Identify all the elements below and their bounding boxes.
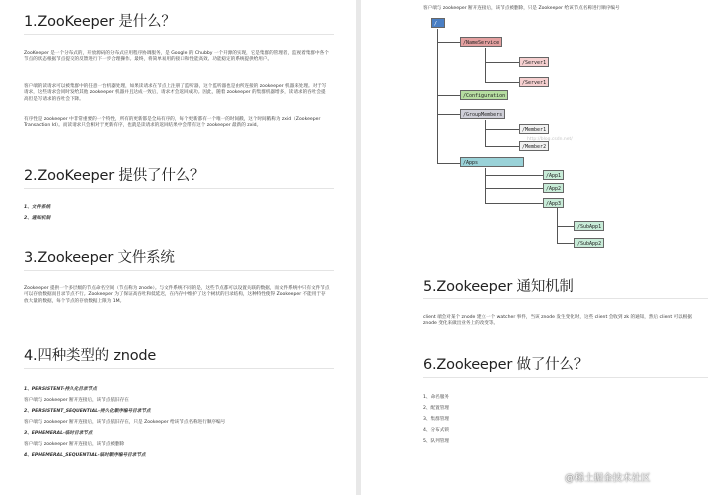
list-item: 4、分布式锁 — [423, 428, 449, 433]
intro-line: 客户端与 zookeeper 断开连接后，该节点被删除，只是 Zookeeper 给该节点名称进行顺序编号 — [423, 6, 620, 11]
tree-node-app3: /App3 — [543, 198, 564, 208]
divider — [24, 34, 334, 35]
diagram-watermark: http://blog.csdn.net/ — [527, 137, 573, 142]
list-item: 1、文件系统 — [24, 205, 51, 210]
znode-desc: 客户端与 zookeeper 断开连接后，该节点依旧存在 — [24, 398, 129, 403]
znode-type: 2、PERSISTENT_SEQUENTIAL-持久化顺序编号目录节点 — [24, 409, 151, 414]
section-2-title: 2.ZooKeeper 提供了什么？ — [24, 168, 205, 184]
section-5-para: client 端会对某个 znode 建立一个 watcher 事件，当该 znode 发生变化时，这些 client 会收到 zk 的通知，然后 client 可以根据 znode 变化来做出业务上的改变等。 — [423, 315, 692, 327]
section-1-para-1: ZooKeeper 是一个分布式的，开放源码的分布式应用程序协调服务，是 Google 的 Chubby 一个开源的实现，它是集群的管理者，监视着集群中各个节点的状态根据节点提交的反馈进行下一步合理操作。最终，将简单易用的接口和性能高效、功能稳定的系统提供给用户。 — [24, 51, 329, 63]
znode-type: 3、EPHEMERAL-临时目录节点 — [24, 431, 93, 436]
left-page — [0, 0, 356, 495]
section-1-title: 1.ZooKeeper 是什么？ — [24, 14, 176, 30]
tree-node-subapp2: /SubApp2 — [574, 238, 604, 248]
tree-node-server2: /Server1 — [519, 77, 549, 87]
divider — [24, 270, 334, 271]
section-4-title: 4.四种类型的 znode — [24, 348, 157, 364]
section-3-para: Zookeeper 提供一个多层级的节点命名空间（节点称为 znode）。与文件系统不同的是，这些节点都可以设置关联的数据，而文件系统中只有文件节点可以存放数据而目录节点不行。Zookeeper 为了保证高吞吐和低延迟，在内存中维护了这个树状的目录结构，这种特性使得 Zookeeper 不能用于存放大量的数据，每个节点的存放数据上限为 1M。 — [24, 286, 330, 304]
list-item: 5、队列管理 — [423, 439, 449, 444]
divider — [423, 377, 708, 378]
tree-node-member1: /Member1 — [519, 124, 549, 134]
section-6-title: 6.Zookeeper 做了什么？ — [423, 357, 589, 373]
tree-node-configuration: /Configuration — [460, 90, 508, 100]
tree-node-apps: /Apps — [460, 157, 524, 167]
tree-node-app2: /App2 — [543, 183, 564, 193]
tree-node-subapp1: /SubApp1 — [574, 221, 604, 231]
znode-type: 4、EPHEMERAL_SEQUENTIAL-临时顺序编号目录节点 — [24, 453, 146, 458]
znode-desc: 客户端与 zookeeper 断开连接后，该节点被删除 — [24, 442, 125, 447]
divider — [24, 188, 334, 189]
tree-node-root: / — [431, 18, 445, 28]
znode-type: 1、PERSISTENT-持久化目录节点 — [24, 387, 97, 392]
divider — [423, 298, 708, 299]
list-item: 3、集群管理 — [423, 417, 449, 422]
tree-node-member2: /Member2 — [519, 141, 549, 151]
list-item: 1、命名服务 — [423, 395, 449, 400]
tree-node-groupmembers: /GroupMembers — [460, 109, 505, 119]
divider — [24, 368, 334, 369]
site-watermark: @稀土掘金技术社区 — [565, 473, 651, 484]
tree-node-nameservice: /NameService — [460, 37, 502, 47]
znode-desc: 客户端与 zookeeper 断开连接后，该节点依旧存在，只是 Zookeeper 给该节点名称进行顺序编号 — [24, 420, 226, 425]
section-1-para-2: 客户端的读请求可以被集群中的任意一台机器处理，如果读请求在节点上注册了监听器，这个监听器也是由所连接的 zookeeper 机器来处理。对于写请求，这些请求会同时发给其他 zookeeper 机器并且达成一致后，请求才会返回成功。因此，随着 zookeeper 的集群机器增多，读请求的吞吐会提高但是写请求的吞吐会下降。 — [24, 84, 327, 102]
list-item: 2、通知机制 — [24, 216, 51, 221]
tree-node-server1: /Server1 — [519, 57, 549, 67]
section-5-title: 5.Zookeeper 通知机制 — [423, 279, 574, 295]
list-item: 2、配置管理 — [423, 406, 449, 411]
section-3-title: 3.Zookeeper 文件系统 — [24, 250, 175, 266]
tree-node-app1: /App1 — [543, 170, 564, 180]
section-1-para-3: 有序性是 zookeeper 中非常重要的一个特性，所有的更新都是全局有序的，每个更新都有一个唯一的时间戳，这个时间戳称为 zxid（Zookeeper Transaction Id）。而读请求只会相对于更新有序，也就是读请求的返回结果中会带有这个 zookeeper 最新的 zxid。 — [24, 117, 321, 129]
right-page — [361, 0, 716, 495]
